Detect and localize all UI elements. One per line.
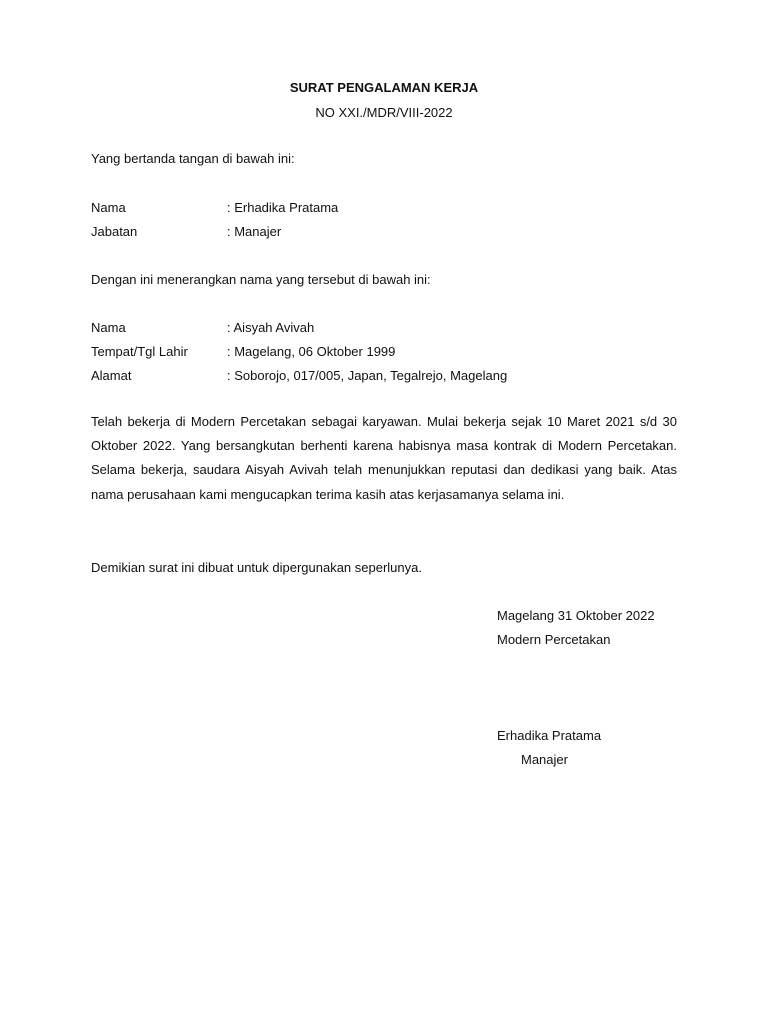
employee-address-row [91, 368, 507, 383]
employee-name-row [91, 320, 314, 335]
statement-text: Dengan ini menerangkan nama yang tersebut di bawah ini: [91, 272, 431, 287]
employee-birth-label: Tempat/Tgl Lahir [91, 344, 188, 359]
signer-name-row [91, 200, 338, 215]
employee-name-label: Nama [91, 320, 126, 335]
employee-birth-row [91, 344, 395, 359]
signer-position-value: : Manajer [227, 224, 282, 239]
closing-text: Demikian surat ini dibuat untuk dipergunakan seperlunya. [91, 560, 422, 575]
signer-name-value: : Erhadika Pratama [227, 200, 339, 215]
intro-text: Yang bertanda tangan di bawah ini: [91, 151, 295, 166]
letter-number: NO XXI./MDR/VIII-2022 [315, 105, 453, 120]
signature-name: Erhadika Pratama [497, 728, 602, 743]
signature-place-date: Magelang 31 Oktober 2022 [497, 608, 655, 623]
employee-name-value: : Aisyah Avivah [227, 320, 315, 335]
signer-position-row [91, 224, 281, 239]
employee-address-value: : Soborojo, 017/005, Japan, Tegalrejo, Magelang [227, 368, 508, 383]
employee-birth-value: : Magelang, 06 Oktober 1999 [227, 344, 396, 359]
signature-company: Modern Percetakan [497, 632, 611, 647]
signer-name-label: Nama [91, 200, 126, 215]
letter-title: SURAT PENGALAMAN KERJA [289, 80, 479, 95]
body-paragraph: Telah bekerja di Modern Percetakan sebagai karyawan. Mulai bekerja sejak 10 Maret 2021 s/d 30 Oktober 2022. Yang bersangkutan berhenti karena habisnya masa kontrak di Modern Percetakan. Selama bekerja, saudara Aisyah Avivah telah menunjukkan reputasi dan dedikasi yang baik. Atas nama perusahaan kami mengucapkan terima kasih atas kerjasamanya selama ini. [91, 414, 677, 502]
signer-position-label: Jabatan [91, 224, 138, 239]
employee-address-label: Alamat [91, 368, 132, 383]
signature-position: Manajer [521, 752, 568, 767]
